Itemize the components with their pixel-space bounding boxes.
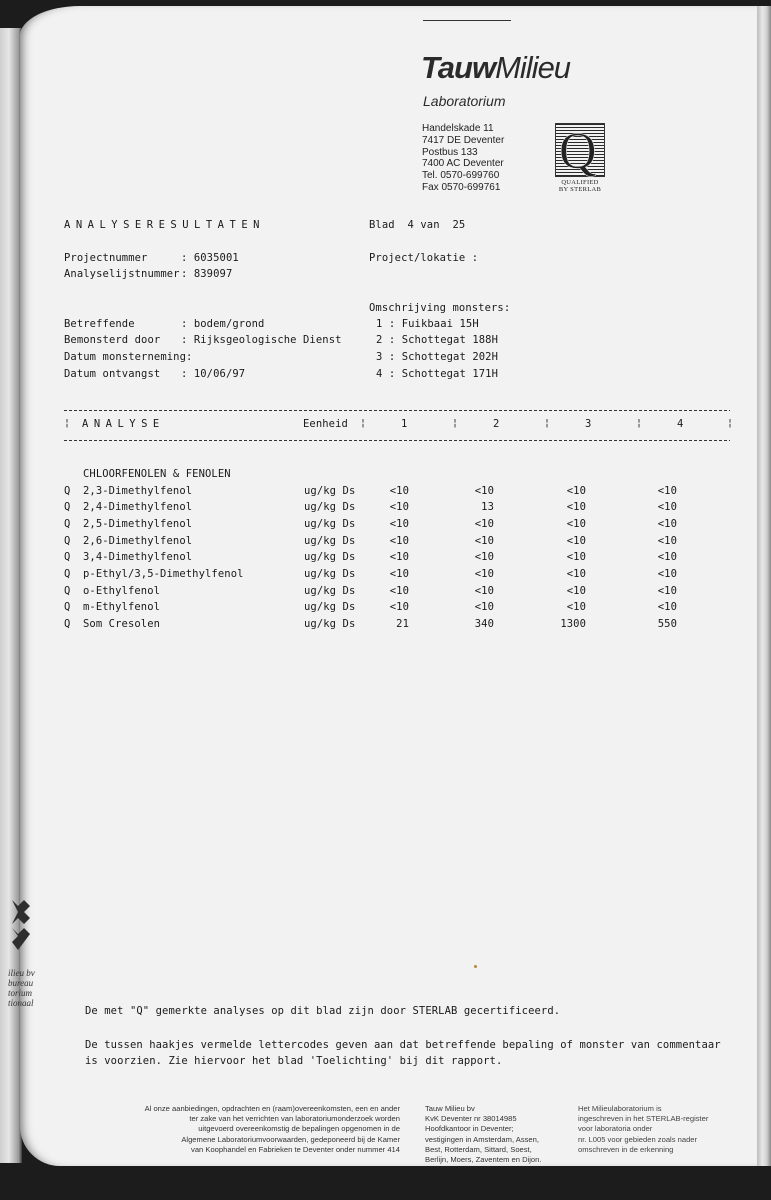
brand-subtitle: Laboratorium: [423, 93, 506, 109]
certification-note: De met "Q" gemerkte analyses op dit blad zijn door STERLAB gecertificeerd.: [85, 1005, 561, 1017]
section-heading: CHLOORFENOLEN & FENOLEN: [83, 468, 231, 480]
project-number: : 6035001: [181, 252, 239, 264]
facing-page-text: ilieu bv bureau torium tionaal: [8, 968, 35, 1008]
table-divider: ¦: [64, 418, 71, 429]
table-row: Q 3,4-Dimethylfenol ug/kg Ds <10 <10 <10 <10: [64, 551, 677, 563]
header-rule: [423, 20, 511, 21]
page-stack-edge: [757, 6, 771, 1166]
sampling-date-label: Datum monsterneming:: [64, 351, 193, 363]
table-divider: ¦: [544, 418, 551, 429]
col-header-2: 2: [493, 418, 500, 430]
sample-1: 1 : Fuikbaai 15H: [376, 318, 479, 330]
table-row: Q p-Ethyl/3,5-Dimethylfenol ug/kg Ds <10 <10 <10 <10: [64, 568, 677, 580]
footer-terms: Al onze aanbiedingen, opdrachten en (raam)overeenkomsten, een en ander ter zake van het verrichten van laboratoriumonderzoek worden uitgevoerd overeenkomstig de bepalingen opgenomen in de Algemene Laboratoriumvoorwaarden, gedeponeerd bij de Kamer van Koophandel en Fabrieken te Deventer onder nummer 414: [144, 1104, 400, 1154]
analysis-list-number: : 839097: [181, 268, 233, 280]
col-header-3: 3: [585, 418, 592, 430]
subject-label: Betreffende: [64, 318, 135, 330]
cert-text: QUALIFIED BY STERLAB: [558, 179, 602, 193]
table-header-rule: [64, 440, 730, 441]
paper-speck: [474, 965, 477, 968]
table-row: Q 2,6-Dimethylfenol ug/kg Ds <10 <10 <10 <10: [64, 535, 677, 547]
sampled-by-value: : Rijksgeologische Dienst: [181, 334, 342, 346]
table-row: Q o-Ethylfenol ug/kg Ds <10 <10 <10 <10: [64, 585, 677, 597]
received-date-value: : 10/06/97: [181, 368, 246, 380]
col-header-analysis: ANALYSE: [82, 418, 165, 430]
table-divider: ¦: [360, 418, 367, 429]
footer-company: Tauw Milieu bv KvK Deventer nr 38014985 Hoofdkantoor in Deventer; vestigingen in Amsterdam, Assen, Best, Rotterdam, Sittard, Soest, Berlijn, Moers, Zaventem en Dijon.: [425, 1104, 542, 1165]
table-row: Q 2,4-Dimethylfenol ug/kg Ds <10 13 <10 <10: [64, 501, 677, 513]
sampled-by-label: Bemonsterd door: [64, 334, 161, 346]
tauw-side-logo-icon: [8, 898, 38, 958]
table-divider: ¦: [727, 418, 734, 429]
footer-registration: Het Milieulaboratorium is ingeschreven in het STERLAB-register voor laboratoria onder nr. L005 voor gebieden zoals nader omschreven in de erkenning: [578, 1104, 709, 1154]
sample-4: 4 : Schottegat 171H: [376, 368, 499, 380]
report-title: ANALYSERESULTATEN: [64, 219, 265, 231]
project-location-label: Project/lokatie :: [369, 252, 479, 264]
company-address: Handelskade 11 7417 DE Deventer Postbus 133 7400 AC Deventer Tel. 0570-699760 Fax 0570-699761: [422, 123, 505, 193]
received-date-label: Datum ontvangst: [64, 368, 161, 380]
table-divider: ¦: [636, 418, 643, 429]
col-header-1: 1: [401, 418, 408, 430]
q-sterlab-icon: Q: [555, 123, 605, 177]
table-row: Q Som Cresolen ug/kg Ds 21 340 1300 550: [64, 618, 677, 630]
table-top-rule: [64, 410, 730, 411]
sample-2: 2 : Schottegat 188H: [376, 334, 499, 346]
codes-note-line1: De tussen haakjes vermelde lettercodes geven aan dat betreffende bepaling of monster van commentaar: [85, 1039, 721, 1051]
samples-heading: Omschrijving monsters:: [369, 302, 511, 314]
table-row: Q m-Ethylfenol ug/kg Ds <10 <10 <10 <10: [64, 601, 677, 613]
sample-3: 3 : Schottegat 202H: [376, 351, 499, 363]
table-divider: ¦: [452, 418, 459, 429]
col-header-unit: Eenheid: [303, 418, 348, 430]
analysis-list-label: Analyselijstnummer: [64, 268, 180, 280]
subject-value: : bodem/grond: [181, 318, 265, 330]
sterlab-cert-logo: [555, 123, 605, 195]
project-number-label: Projectnummer: [64, 252, 148, 264]
table-row: Q 2,3-Dimethylfenol ug/kg Ds <10 <10 <10 <10: [64, 485, 677, 497]
brand-logo: TauwMilieu: [421, 50, 571, 85]
col-header-4: 4: [677, 418, 684, 430]
codes-note-line2: is voorzien. Zie hiervoor het blad 'Toelichting' bij dit rapport.: [85, 1055, 503, 1067]
table-row: Q 2,5-Dimethylfenol ug/kg Ds <10 <10 <10 <10: [64, 518, 677, 530]
page-indicator: Blad 4 van 25: [369, 219, 466, 231]
